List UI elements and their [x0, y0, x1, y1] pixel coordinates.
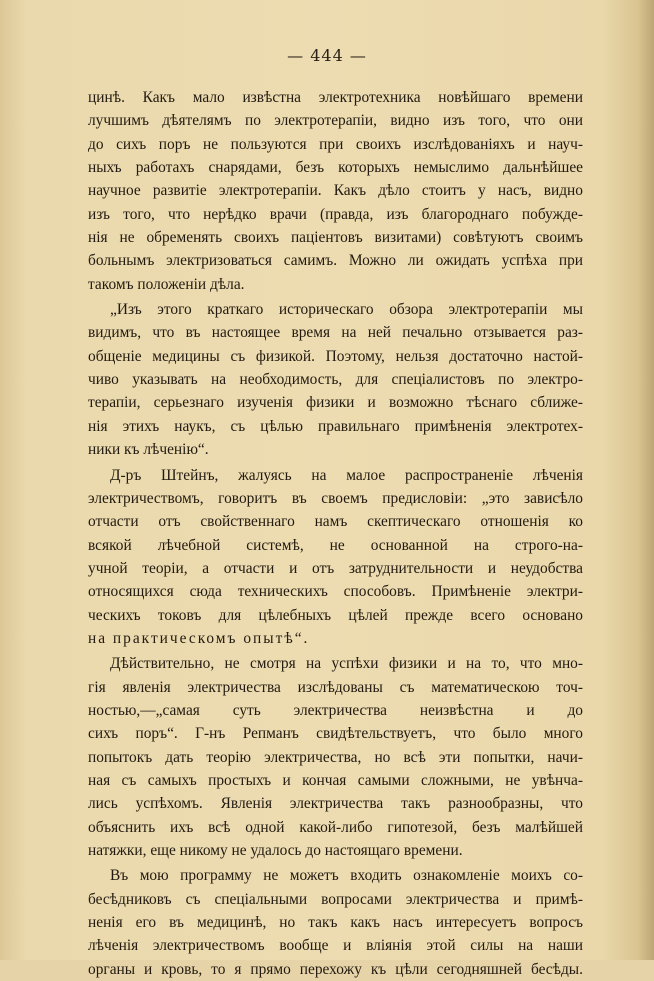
text-line: попытокъ дать теорію электричества, но всѣ эти попытки, начи- [88, 748, 583, 766]
paragraph-5 [88, 864, 583, 981]
text-line: чиво указывать на необходимость, для спеціалистовъ по электро- [88, 371, 583, 389]
text-line: научное развитіе электротерапіи. Какъ дѣло стоитъ у насъ, видно [88, 182, 583, 200]
text-line: нія не обременять своихъ паціентовъ визитами) совѣтуютъ своимъ [88, 229, 583, 247]
text-line: Въ мою программу не можетъ входить ознакомленіе моихъ со- [110, 867, 583, 885]
text-line: учной теоріи, а отчасти и отъ затруднительности и неудобства [88, 559, 583, 577]
text-line: относящихся сюда техническихъ способовъ. Примѣненіе электри- [88, 583, 583, 601]
text-line: всякой лѣчебной системѣ, не основанной на строго-на- [88, 536, 583, 554]
text-line: ная съ самыхъ простыхъ и кончая самыми сложными, не увѣнча- [88, 771, 583, 789]
text-line: Дѣйствительно, не смотря на успѣхи физики и на то, что мно- [110, 655, 583, 673]
text-line: ческихъ токовъ для цѣлебныхъ цѣлей прежде всего основано [88, 606, 583, 624]
paragraph-3 [88, 464, 583, 651]
text-line: лись успѣхомъ. Явленія электричества такъ разнообразны, что [88, 795, 583, 813]
text-line: лучшимъ дѣятелямъ по электротерапіи, видно изъ того, что они [88, 112, 583, 130]
text-line: общеніе медицины съ физикой. Поэтому, нельзя достаточно настой- [88, 347, 583, 365]
text-line: ныхъ работахъ снарядами, безъ которыхъ немыслимо дальнѣйшее [88, 159, 583, 177]
paragraph-4 [88, 652, 583, 862]
text-line: до сихъ поръ не пользуются при своихъ изслѣдованіяхъ и науч- [88, 135, 583, 153]
text-line: органы и кровь, то я прямо перехожу къ цѣли сегодняшней бесѣды. [88, 960, 583, 978]
text-line: терапіи, серьезнаго изученія физики и возможно тѣснаго сближе- [88, 394, 583, 412]
text-line: нія этихъ наукъ, съ цѣлью правильнаго примѣненія электротех- [88, 417, 583, 435]
text-line: Д-ръ Штейнъ, жалуясь на малое распространеніе лѣченія [110, 466, 583, 484]
text-line: цинѣ. Какъ мало извѣстна электротехника новѣйшаго времени [88, 89, 583, 106]
text-line: ненія его въ медицинѣ, но такъ какъ насъ интересуетъ вопросъ [88, 914, 583, 932]
text-line: такомъ положеніи дѣла. [88, 275, 245, 293]
text-line: бесѣдниковъ съ спеціальными вопросами электричества и примѣ- [88, 890, 583, 908]
text-line: объяснить ихъ всѣ одной какой-либо гипотезой, безъ малѣйшей [88, 818, 583, 836]
text-line: натяжки, еще никому не удалось до настоящаго времени. [88, 842, 463, 859]
paragraph-1 [88, 86, 583, 296]
text-line: электричествомъ, говоритъ въ своемъ предисловіи: „это зависѣло [88, 489, 583, 507]
body-text [88, 86, 583, 981]
text-line: отчасти отъ свойственнаго намъ скептическаго отношенія ко [88, 513, 583, 531]
text-line: лѣченія электричествомъ вообще и вліянія этой силы на наши [88, 937, 583, 955]
text-line: „Изъ этого краткаго историческаго обзора электротерапіи мы [110, 301, 583, 319]
text-line: ники къ лѣченію“. [88, 441, 209, 459]
paragraph-2 [88, 298, 583, 461]
text-line: изъ того, что нерѣдко врачи (правда, изъ благороднаго побужде- [88, 205, 583, 223]
page-number: — 444 — [287, 46, 367, 65]
text-line: видимъ, что въ настоящее время на ней печально отзывается раз- [88, 324, 583, 342]
text-line: гія явленія электричества изслѣдованы съ математическою точ- [88, 678, 583, 696]
text-line: больнымъ электризоваться самимъ. Можно ли ожидать успѣха при [88, 252, 583, 270]
text-line: ностью,—„самая суть электричества неизвѣстна и до [88, 701, 583, 719]
page-edge-shadow [638, 0, 654, 960]
text-line: сихъ поръ“. Г-нъ Репманъ свидѣтельствуетъ, что было много [88, 725, 583, 743]
text-line: на практическомъ опытѣ“. [88, 629, 310, 647]
